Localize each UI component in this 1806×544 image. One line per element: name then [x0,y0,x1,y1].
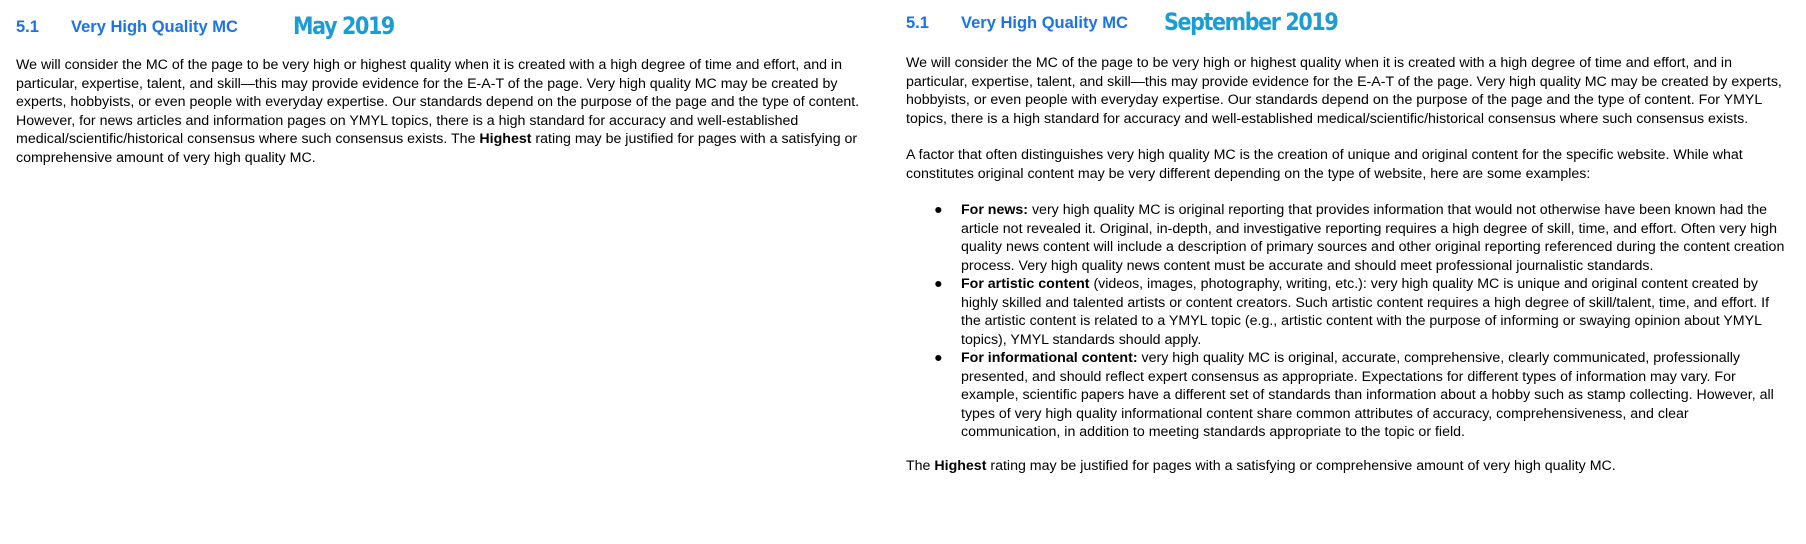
body-paragraph [16,56,864,167]
list-item-label: For informational content: [961,350,1138,366]
list-item-artistic [934,275,1791,349]
list-item-text: very high quality MC is original reporting that provides information that would not otherwise have been known had the article not revealed it. Original, in-depth, and investigative reporting requires a high degree of skill, time, and effort. Often very high quality news content will include a description of primary sources and other original reporting referenced during the content creation process. Very high quality news content must be accurate and should meet professional journalistic standards. [961,202,1785,274]
body-paragraph-2: A factor that often distinguishes very high quality MC is the creation of unique and original content for the specific website. While what constitutes original content may be very different depending on the type of website, here are some examples: [906,147,1743,182]
list-item-label: For artistic content [961,276,1090,292]
section-number: 5.1 [16,18,39,36]
september-2019-panel [906,0,1791,475]
bullet-icon: ● [934,276,943,292]
list-item-label: For news: [961,202,1029,218]
highest-rating-term: Highest [479,131,532,147]
bullet-icon: ● [934,202,943,218]
section-title: Very High Quality MC [71,18,238,36]
body-paragraph-1: We will consider the MC of the page to be very high or highest quality when it is created with a high degree of time and effort, and in particular, expertise, talent, and skill—this may provide evidence for the E-A-T of the page. Very high quality MC may be created by experts, hobbyists, or even people with everyday expertise. Our standards depend on the purpose of the page and the type of content. For YMYL topics, there is a high standard for accuracy and well-established medical/scientific/historical consensus where such consensus exists. [906,55,1782,127]
paragraph-text: We will consider the MC of the page to be very high or highest quality when it is created with a high degree of time and effort, and in particular, expertise, talent, and skill—this may provide evidence for the E-A-T of the page. Very high quality MC may be created by experts, hobbyists, or even people with everyday expertise. Our standards depend on the purpose of the page and the type of content. However, for news articles and information pages on YMYL topics, there is a high standard for accuracy and well-established medical/scientific/historical consensus where such consensus exists. The [16,57,860,147]
body-paragraph-3 [906,457,1791,476]
paragraph-text-end: rating may be justified for pages with a satisfying or comprehensive amount of very high quality MC. [986,457,1616,474]
section-number: 5.1 [906,14,929,32]
list-item-news [934,201,1791,275]
paragraph-text-end: rating may be justified for pages with a satisfying or comprehensive amount of very high quality MC. [16,131,858,166]
section-heading [16,0,864,50]
list-item-text: very high quality MC is original, accurate, comprehensive, clearly communicated, professionally presented, and should reflect expert consensus as appropriate. Expectations for different types of information may vary. For example, scientific papers have a different set of standards than information about a hobby such as stamp collecting. However, all types of very high quality informational content share common attributes of accuracy, comprehensiveness, and clear communication, in addition to meeting standards appropriate to the topic or field. [961,350,1774,440]
may-2019-panel [16,0,864,167]
section-heading [906,0,1791,50]
examples-list [906,201,1791,442]
section-title: Very High Quality MC [961,14,1128,32]
paragraph-text: The [906,457,935,474]
bullet-icon: ● [934,350,943,366]
list-item-text: (videos, images, photography, writing, etc.): very high quality MC is unique and original content created by highly skilled and talented artists or content creators. Such artistic content requires a high degree of skill/talent, time, and effort. If the artistic content is related to a YMYL topic (e.g., artistic content with the purpose of informing or swaying opinion about YMYL topics), YMYL standards should apply. [961,276,1770,348]
date-label: May 2019 [293,12,394,40]
list-item-informational [934,349,1791,442]
date-label: September 2019 [1164,8,1338,36]
highest-rating-term: Highest [934,457,987,474]
